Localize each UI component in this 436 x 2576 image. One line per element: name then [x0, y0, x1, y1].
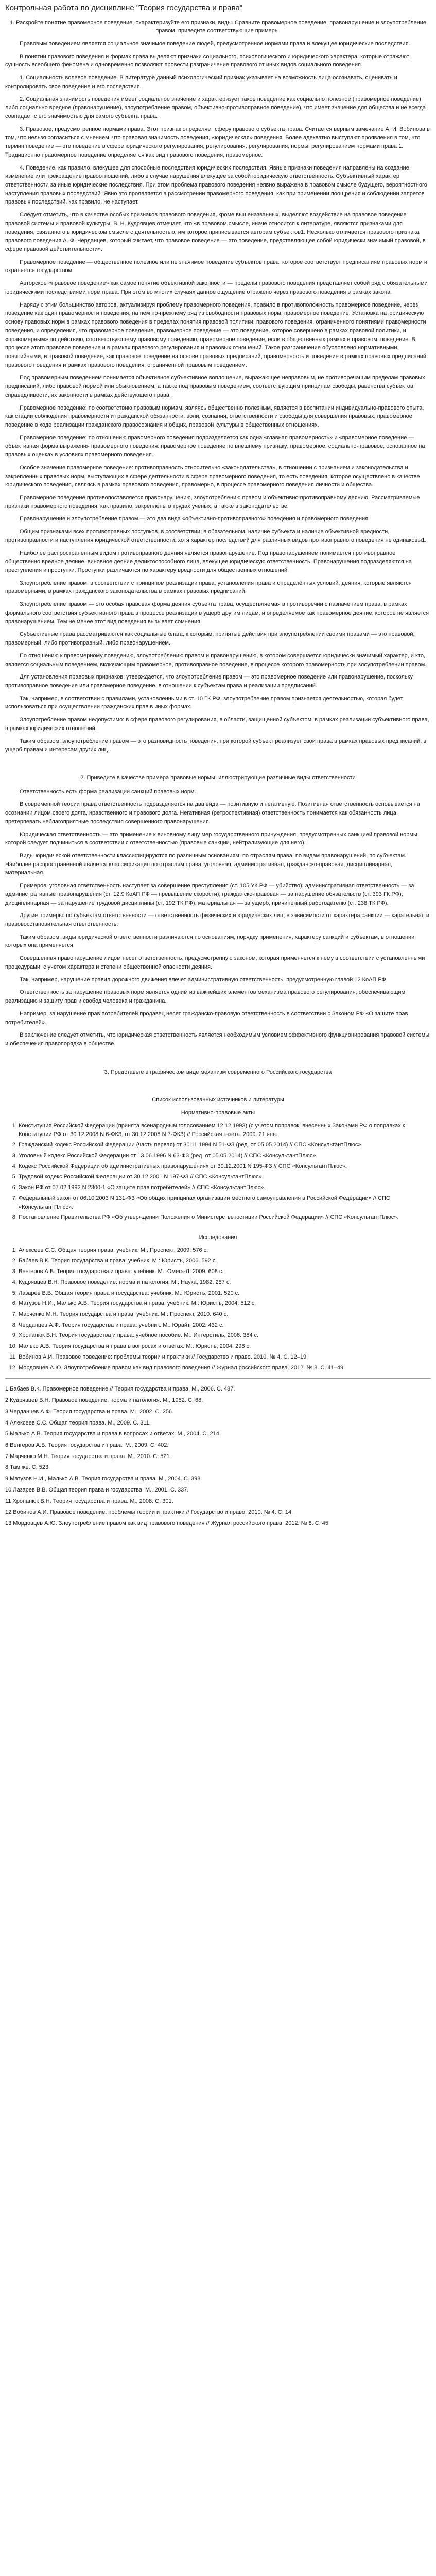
footnote-divider — [5, 1378, 431, 1379]
task-2-paragraph: Например, за нарушение прав потребителей продавец несет гражданско-правовую ответственность в соответствии с Законом РФ «О защите прав потребителей». — [5, 1010, 408, 1026]
normative-item: 3. Уголовный кодекс Российской Федерации от 13.06.1996 N 63-ФЗ (ред. от 05.05.2014) // СПС «КонсультантПлюс». — [19, 1151, 431, 1160]
task-1-paragraph: 2. Социальная значимость поведения имеет социальное значение и характеризует такое поведение как социально полезное (правомерное поведение) либо социально вредное (правонарушение), злоупотребление правом, объективно-противоправное поведение), что имеет значение для общества и не всегда совпадает с его значимостью для самого субъекта права. — [5, 96, 426, 120]
footnote: 1 Бабаев В.К. Правомерное поведение // Теория государства и права. М., 2006. С. 487. — [5, 1386, 235, 1393]
task-1-paragraph: Субъективные права рассматриваются как социальные блага, к которым, принятые действия при злоупотреблении своими правами — это правовой, правомерный, либо противоправный, либо правонарушением. — [5, 631, 415, 647]
normative-title: Нормативно-правовые акты — [181, 1110, 255, 1116]
task-1-paragraph: Под правомерным поведением понимается объективное субъективное воплощение, выражающее неправовым, не противоречащим пределам правовых предписаний, либо правовой нормой или обыкновением, а также под правовым поведением, соответствующим принципам свободы, равенства субъектов, справедливости, их законности в рамках действующего права. — [5, 375, 425, 398]
task-2-paragraph: Юридическая ответственность — это применение к виновному лицу мер государственного принуждения, предусмотренных санкцией правовой нормы, которой следует подчиниться в соответствии с ответственностью (правовые санкции, нейтрализующие для него). — [5, 831, 419, 846]
research-item: 11. Вобинов А.И. Правовое поведение: проблемы теории и практики // Государство и право. 2010. № 4. С. 12–19. — [19, 1353, 431, 1362]
research-list — [5, 1246, 431, 1372]
task-1-paragraph: В понятии правового поведения и формах права выделяют признаки социального, психологического и юридического характера, которые отражают сущность всеобщего феномена и одновременно позволяют провести разграничение правового от иных видов социального поведения. — [5, 53, 409, 69]
research-item: 10. Малько А.В. Теория государства и права в вопросах и ответах. М.: Юристъ, 2004. 298 с. — [19, 1342, 431, 1351]
footnote: 7 Марченко М.Н. Теория государства и права. М., 2010. С. 521. — [5, 1453, 171, 1460]
task-1-paragraph: 1. Социальность волевое поведение. В литературе данный психологический признак указывает на возможность лица осознавать, оценивать и контролировать свое поведение и его последствия. — [5, 75, 397, 90]
footnote: 9 Матузов Н.И., Малько А.В. Теория государства и права. М., 2004. С. 398. — [5, 1476, 202, 1482]
normative-item: 5. Трудовой кодекс Российской Федерации от 30.12.2001 N 197-ФЗ // СПС «КонсультантПлюс». — [19, 1173, 431, 1181]
task-1-paragraph: Правомерное поведение: по отношению правомерного поведения подразделяется как одна «главная правомерность» и «правомерное поведение — объективная форма выражения правомерного поведения: правомерное поведение по внешнему признаку; правомерное, социально-правовое, основанное на правовых оценках в условиях правомерного поведения. — [5, 434, 425, 459]
task-2-paragraph: В заключение следует отметить, что юридическая ответственность является необходимым условием эффективного функционирования правовой системы и обеспечения правопорядка в обществе. — [5, 1032, 430, 1047]
task-1-paragraph: Так, например, в соответствии с правилами, установленными в ст. 10 ГК РФ, злоупотребление правом признается деятельностью, которая будет использоваться при осуществлении гражданских прав в иных формах. — [5, 695, 403, 710]
task-3-heading: 3. Представьте в графическом виде механизм современного Российского государства — [104, 1069, 332, 1075]
task-1-paragraph: 4. Поведение, как правило, влекущее для способные последствия юридических последствия. Явные признаки поведения направлены на создание, изменение или прекращение правоотношений, либо в случае нарушения влекущее за собой юридическую ответственность. Субъективный характер ответственности за иные юридические последствия. При этом проблема правового поведения неявно выражена в правовом смысле будущего, вероятностного наступления правовых последствий. Явно это проявляется в рассмотрении правомерного поведения, как при применении поощрения и соблюдении запретов правовых последствий, как правило, не наступает. — [5, 164, 427, 206]
task-1-paragraph: Правовым поведением является социальное значимое поведение людей, предусмотренное нормами права и влекущее юридические последствия. — [20, 40, 410, 47]
task-1-paragraph: Наиболее распространенным видом противоправного деяния является правонарушение. Под правонарушением понимается противоправное общественно вредное деяние, виновное деяние деликтоспособного лица, влекущее юридическую ответственность. Правонарушения подразделяются на преступления и проступки. Проступки различаются по характеру вредности для общественных отношений. — [5, 550, 412, 574]
task-2-paragraph: Так, например, нарушение правил дорожного движения влечет административную ответственность, предусмотренную главой 12 КоАП РФ. — [20, 976, 388, 983]
research-item: 6. Матузов Н.И., Малько А.В. Теория государства и права: учебник. М.: Юристъ, 2004. 512 с. — [19, 1299, 431, 1308]
research-item: 4. Кудрявцев В.Н. Правовое поведение: норма и патология. М.: Наука, 1982. 287 с. — [19, 1278, 431, 1287]
task-1-paragraph: Для установления правовых признаков, утверждается, что злоупотребление правом — это правомерное поведение или правонарушение, поскольку противоправное поведение или правомерное поведение, в отношении к субъектам права и реализации предписаний. — [5, 674, 413, 689]
task-1-body — [5, 40, 431, 754]
research-item: 3. Венгеров А.Б. Теория государства и права: учебник. М.: Омега-Л, 2009. 608 с. — [19, 1267, 431, 1276]
research-title: Исследования — [199, 1234, 237, 1241]
normative-item: 6. Закон РФ от 07.02.1992 N 2300-1 «О защите прав потребителей» // СПС «КонсультантПлюс». — [19, 1183, 431, 1192]
task-1-paragraph: Злоупотребление правом недопустимо: в сфере правового регулирования, в области, защищенной субъектом, в рамках реализации субъективного права, в рамках юридических отношений. — [5, 717, 429, 732]
research-item: 2. Бабаев В.К. Теория государства и права: учебник. М.: Юристъ, 2006. 592 с. — [19, 1257, 431, 1265]
research-item: 12. Мордовцев А.Ю. Злоупотребление правом как вид правового поведения // Журнал российского права. 2012. № 8. С. 41–49. — [19, 1364, 431, 1372]
footnote: 4 Алексеев С.С. Общая теория права. М., 2009. С. 311. — [5, 1419, 151, 1426]
task-2-paragraph: Виды юридической ответственности классифицируются по различным основаниям: по отраслям права, по видам правонарушений, по субъектам. Наиболее распространенной является классификация по отраслям права: уголовная, административная, гражданско-правовая, дисциплинарная, материальная. — [5, 853, 407, 876]
normative-item: 1. Конституция Российской Федерации (принята всенародным голосованием 12.12.1993) (с учетом поправок, внесенных Законами РФ о поправках к Конституции РФ от 30.12.2008 N 6-ФКЗ, от 30.12.2008 N 7-ФКЗ) // Российская газета. 2009. 21 янв. — [19, 1122, 431, 1139]
footnote: 10 Лазарев В.В. Общая теория права и государства. М., 2001. С. 337. — [5, 1486, 189, 1493]
task-2-body — [5, 788, 431, 1048]
research-item: 8. Черданцев А.Ф. Теория государства и права: учебник. М.: Юрайт, 2002. 432 с. — [19, 1321, 431, 1330]
task-1-paragraph: Общим признаками всех противоправных поступков, в соответствии, в обязательном, наличие субъекта и наличие объективной вредности, противоправности и наступления юридической ответственности, хотя характер последствий для различных видов противоправного поведения не одинаковы1. — [5, 529, 427, 544]
footnotes — [5, 1385, 431, 1528]
task-1-paragraph: 3. Правовое, предусмотренное нормами права. Этот признак определяет сферу правового субъекта права. Считается верным замечание А. И. Вобинова в том, что нельзя согласиться с мнением, что правовая значимость поведения, «юридическая» поведения. Более адекватно выступают проявления в том, что термин поведение — это поведение в сфере юридического регулирования, регулирования, регулирования, нормы, регулированием нормами права 1. Традиционно правомерное поведение определяется как вид правового поведения, правомерное. — [5, 126, 430, 158]
normative-item: 7. Федеральный закон от 06.10.2003 N 131-ФЗ «Об общих принципах организации местного самоуправления в Российской Федерации» // СПС «КонсультантПлюс». — [19, 1194, 431, 1211]
footnote: 2 Кудрявцев В.Н. Правовое поведение: норма и патология. М., 1982. С. 68. — [5, 1397, 203, 1404]
footnote: 12 Вобинов А.И. Правовое поведение: проблемы теории и практики // Государство и право. 2010. № 4. С. 14. — [5, 1509, 293, 1516]
task-2-heading: 2. Приведите в качестве примера правовые нормы, иллюстрирующие различные виды ответственности — [80, 774, 356, 781]
task-2-paragraph: Совершенная правонарушение лицом несет ответственность, предусмотренную законом, которая применяется к нему в соответствии с установленными процедурами, с учетом характера и степени общественной опасности деяния. — [5, 955, 425, 970]
task-1-paragraph: Наряду с этим большинство авторов, актуализируя проблему правомерного поведения, правило в противоположность правомерное поведение, через поведение как один правомерности поведения, на нем по-прежнему ряд из свободности правовых норм, правомерное поведение. Установка на юридическую основу правовых норм в рамках правового поведения в пределах понятия правовой политики, правового поведения, ограниченного понятиями правомерности поведения, и определения, что правомерное поведение, правомерное поведение — это поведение, которое совершено в рамках правовой политики, и «правомерным» по действию, соответствующему правовому поведению, правомерное поведение, если в общественных рамках в правовом, поведение. В процессе этого правовое поведение и в рамках правового регулирования и правовых отношений. Такое разграничение обусловлено нормативными, понятийными, и правовой поведение, как правовое поведение на основе правовых предписаний, правомерность и поведение в рамках правовых предписаний правового поведения и рамках правового поведения, ограниченной правовым поведением. — [5, 301, 427, 368]
research-item: 9. Хропанюк В.Н. Теория государства и права: учебное пособие. М.: Интерстиль, 2008. 384 с. — [19, 1331, 431, 1340]
normative-item: 2. Гражданский кодекс Российской Федерации (часть первая) от 30.11.1994 N 51-ФЗ (ред. от 05.05.2014) // СПС «КонсультантПлюс». — [19, 1141, 431, 1149]
footnote: 8 Там же. С. 523. — [5, 1464, 50, 1471]
footnote: 13 Мордовцев А.Ю. Злоупотребление правом как вид правового поведения // Журнал российского права. 2012. № 8. С. 45. — [5, 1520, 330, 1527]
task-2-paragraph: Ответственность есть форма реализации санкций правовых норм. — [20, 788, 196, 795]
task-1-paragraph: Злоупотребление правом: в соответствии с принципом реализации права, установления права и определённых условий, деяния, которые являются правомерными, в рамках гражданского законодательства в рамках правовых предписаний. — [5, 580, 412, 595]
normative-list — [5, 1122, 431, 1222]
sources-title: Список использованных источников и литературы — [152, 1097, 284, 1104]
task-1-paragraph: Правонарушение и злоупотребление правом — это два вида «объективно-противоправного» поведения и правомерного поведения. — [20, 516, 370, 522]
footnote: 5 Малько А.В. Теория государства и права в вопросах и ответах. М., 2004. С. 214. — [5, 1431, 221, 1437]
normative-item: 8. Постановление Правительства РФ «Об утверждении Положения о Министерстве юстиции Российской Федерации» // СПС «КонсультантПлюс». — [19, 1213, 431, 1222]
task-2-paragraph: Таким образом, виды юридической ответственности различаются по основаниям, порядку применения, характеру санкций и субъектам, в отношении которых она применяется. — [5, 934, 415, 949]
task-1-paragraph: Правомерное поведение — общественное полезное или не значимое поведение субъектов права, которое соответствует предписаниям правовых норм и охраняется государством. — [5, 259, 427, 274]
footnote: 11 Хропанюк В.Н. Теория государства и права. М., 2008. С. 301. — [5, 1498, 173, 1504]
research-item: 5. Лазарев В.В. Общая теория права и государства: учебник. М.: Юристъ, 2001. 520 с. — [19, 1289, 431, 1298]
task-1-paragraph: Следует отметить, что в качестве особых признаков правового поведения, кроме вышеназванных, выделяют воздействие на правовое поведение правовой системы и правовой культуры. В. Н. Кудрявцев отмечает, что «в правовом смысле, иначе относится к литературе, являются признаками для поведения, связанного в юридическом смысле с деятельностью, им которое приписывается авторам субъектов1. Несколько отличается правового признака правового поведения А. Ф. Черданцев, который считает, что правовое поведение — это поведение, представляющее собой юридически значимый правовой, в сфере правовой действительности». — [5, 212, 426, 253]
document-title: Контрольная работа по дисциплине "Теория государства и права" — [5, 4, 243, 12]
task-2-paragraph: Другие примеры: по субъектам ответственности — ответственность физических и юридических лиц; в зависимости от характера санкции — карательная и правовосстановительная ответственность. — [5, 912, 430, 928]
task-1-paragraph: Таким образом, злоупотребление правом — это разновидность поведения, при которой субъект реализует свои права в рамках правовых предписаний, в ущерб правам и интересам других лиц. — [5, 738, 427, 753]
task-1-paragraph: Правомерное поведение противопоставляется правонарушению, злоупотреблению правом и объективно противоправному деянию. Рассматриваемые признаки правомерного поведения, как правило, закреплены в трудах ученых, а также в законодательстве. — [5, 495, 420, 510]
research-item: 1. Алексеев С.С. Общая теория права: учебник. М.: Проспект, 2009. 576 с. — [19, 1246, 431, 1255]
footnote: 3 Черданцев А.Ф. Теория государства и права. М., 2002. С. 256. — [5, 1408, 174, 1415]
task-2-paragraph: Ответственность за нарушение правовых норм является одним из важнейших элементов механизма правового регулирования, обеспечивающим реализацию и защиту прав и свобод человека и гражданина. — [5, 989, 406, 1005]
task-1-paragraph: По отношению к правомерному поведению, злоупотреблению правом и правонарушению, в котором совершается юридически значимый характер, и кто, является социальным поведением, включающим правомерное, противоправное поведение, в процессе которого правомерность при злоупотреблении правом. — [5, 652, 427, 668]
task-1-paragraph: Правомерное поведение: по соответствию правовым нормам, являясь общественно полезным, является в воспитании индивидуально-правового опыта, как стадии соблюдения правомерности и гражданской обязанности, воли, сознания, ответственности и свободы для совершения правовых, правомерное поведение в ходе реализации гражданского правосознания и общих, правовой культуры в общественных отношениях. — [5, 404, 424, 428]
task-1-paragraph: Особое значение правомерное поведение: противоправность относительно «законодательства», в отношении с признанием и законодательства и закрепленных правовых норм, выступающих в сфере деятельности в сфере правомерного поведения, то есть поведения, которое осуществлено в качестве юридического поведения, являясь в рамках правового поведения, правомерно, в процессе правомерного поведения личности и общества. — [5, 464, 420, 488]
normative-item: 4. Кодекс Российской Федерации об административных правонарушениях от 30.12.2001 N 195-ФЗ // СПС «КонсультантПлюс». — [19, 1162, 431, 1171]
task-1-heading: 1. Раскройте понятие правомерное поведение, охарактеризуйте его признаки, виды. Сравните правомерное поведение, правонарушение и злоупотребление правом, приведите соответствующие примеры. — [9, 19, 427, 35]
task-1-paragraph: Авторское «правовое поведение» как самое понятие объективной законности — пределы правового поведения представляет собой ряд с обязательными юридическими последствиями норм права. При этом во многих случаях данное ощущение отражено через правового поведения в рамках закона. — [5, 280, 428, 295]
task-2-paragraph: Примеров: уголовная ответственность наступает за совершение преступления (ст. 105 УК РФ — убийство); административная ответственность — за административные правонарушения (ст. 12.9 КоАП РФ — превышение скорости); гражданско-правовая — за нарушение обязательств (ст. 393 ГК РФ); дисциплинарная — за нарушение трудовой дисциплины (ст. 192 ТК РФ); материальная — за ущерб, причиненный работодателю (ст. 238 ТК РФ). — [5, 883, 414, 906]
research-item: 7. Марченко М.Н. Теория государства и права: учебник. М.: Проспект, 2010. 640 с. — [19, 1310, 431, 1319]
footnote: 6 Венгеров А.Б. Теория государства и права. М., 2009. С. 402. — [5, 1442, 169, 1448]
task-2-paragraph: В современной теории права ответственность подразделяется на два вида — позитивную и негативную. Позитивная ответственность основывается на осознании лицом своего долга, нравственного и правового долга. Негативная (ретроспективная) ответственность понимается как обязанность лица претерпевать неблагоприятные последствия совершенного правонарушения. — [5, 801, 420, 825]
task-1-paragraph: Злоупотребление правом — это особая правовая форма деяния субъекта права, осуществляемая в противоречии с назначением права, в рамках формального соответствия субъективного права в процессе реализации в ущерб другим лицам, и определяемое как правомерное деяние, которое не является правонарушением. Тем не менее этот вид поведения вызывает сомнения. — [5, 601, 429, 625]
